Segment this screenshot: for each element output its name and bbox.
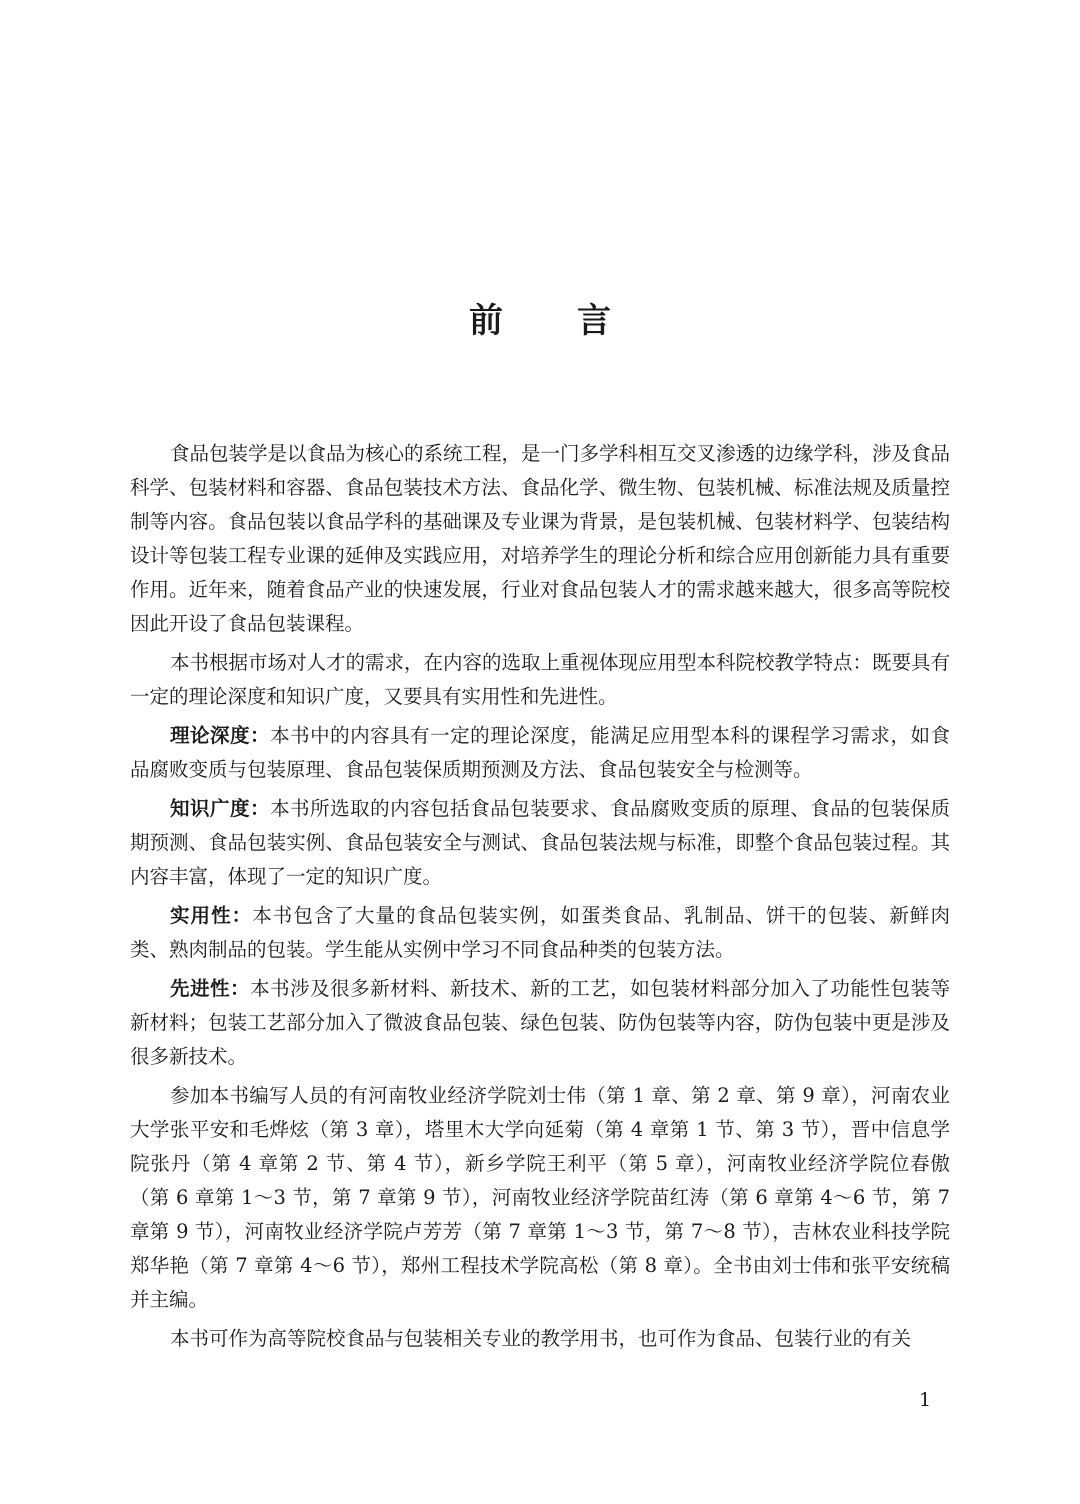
paragraph-usage (130, 1322, 950, 1356)
paragraph-text: 食品包装学是以食品为核心的系统工程，是一门多学科相互交叉渗透的边缘学科，涉及食品科学、包装材料和容器、食品包装技术方法、食品化学、微生物、包装机械、标准法规及质量控制等内容。食品包装以食品学科的基础课及专业课为背景，是包装机械、包装材料学、包装结构设计等包装工程专业课的延伸及实践应用，对培养学生的理论分析和综合应用创新能力具有重要作用。近年来，随着食品产业的快速发展，行业对食品包装人才的需求越来越大，很多高等院校因此开设了食品包装课程。 (130, 442, 951, 635)
paragraph-text: 本书所选取的内容包括食品包装要求、食品腐败变质的原理、食品的包装保质期预测、食品包装实例、食品包装安全与测试、食品包装法规与标准，即整个食品包装过程。其内容丰富，体现了一定的知识广度。 (130, 797, 950, 888)
paragraph-text: 参加本书编写人员的有河南牧业经济学院刘士伟（第 1 章、第 2 章、第 9 章），河南农业大学张平安和毛烨炫（第 3 章），塔里木大学向延菊（第 4 章第 1 节、第 3 节），晋中信息学院张丹（第 4 章第 2 节、第 4 节），新乡学院王利平（第 5 章），河南牧业经济学院位春傲（第 6 章第 1～3 节，第 7 章第 9 节），河南牧业经济学院苗红涛（第 6 章第 4～6 节，第 7 章第 9 节），河南牧业经济学院卢芳芳（第 7 章第 1～3 节，第 7～8 节），吉林农业科技学院郑华艳（第 7 章第 4～6 节），郑州工程技术学院高松（第 8 章）。全书由刘士伟和张平安统稿并主编。 (130, 1084, 950, 1311)
paragraph-text: 本书包含了大量的食品包装实例，如蛋类食品、乳制品、饼干的包装、新鲜肉类、熟肉制品的包装。学生能从实例中学习不同食品种类的包装方法。 (130, 904, 950, 961)
paragraph-authors (130, 1079, 950, 1317)
paragraph-knowledge-breadth (130, 792, 950, 894)
paragraph-text: 本书涉及很多新材料、新技术、新的工艺，如包装材料部分加入了功能性包装等新材料；包装工艺部分加入了微波食品包装、绿色包装、防伪包装等内容，防伪包装中更是涉及很多新技术。 (130, 977, 950, 1068)
paragraph-text: 本书根据市场对人才的需求，在内容的选取上重视体现应用型本科院校教学特点：既要具有一定的理论深度和知识广度，又要具有实用性和先进性。 (130, 651, 951, 708)
paragraph-lead: 理论深度： (170, 724, 271, 747)
paragraph-text: 本书可作为高等院校食品与包装相关专业的教学用书，也可作为食品、包装行业的有关 (170, 1327, 912, 1350)
preface-body (130, 437, 950, 1361)
paragraph-lead: 知识广度： (170, 797, 271, 820)
page-title: 前言 (469, 301, 685, 341)
page-number: 1 (919, 1389, 932, 1411)
paragraph-advancement (130, 972, 950, 1074)
paragraph-purpose (130, 646, 950, 714)
paragraph-lead: 先进性： (170, 977, 251, 1000)
paragraph-practicality (130, 899, 950, 967)
paragraph-text: 本书中的内容具有一定的理论深度，能满足应用型本科的课程学习需求，如食品腐败变质与包装原理、食品包装保质期预测及方法、食品包装安全与检测等。 (130, 724, 950, 781)
paragraph-intro (130, 437, 950, 641)
paragraph-lead: 实用性： (170, 904, 253, 927)
paragraph-theory-depth (130, 719, 950, 787)
